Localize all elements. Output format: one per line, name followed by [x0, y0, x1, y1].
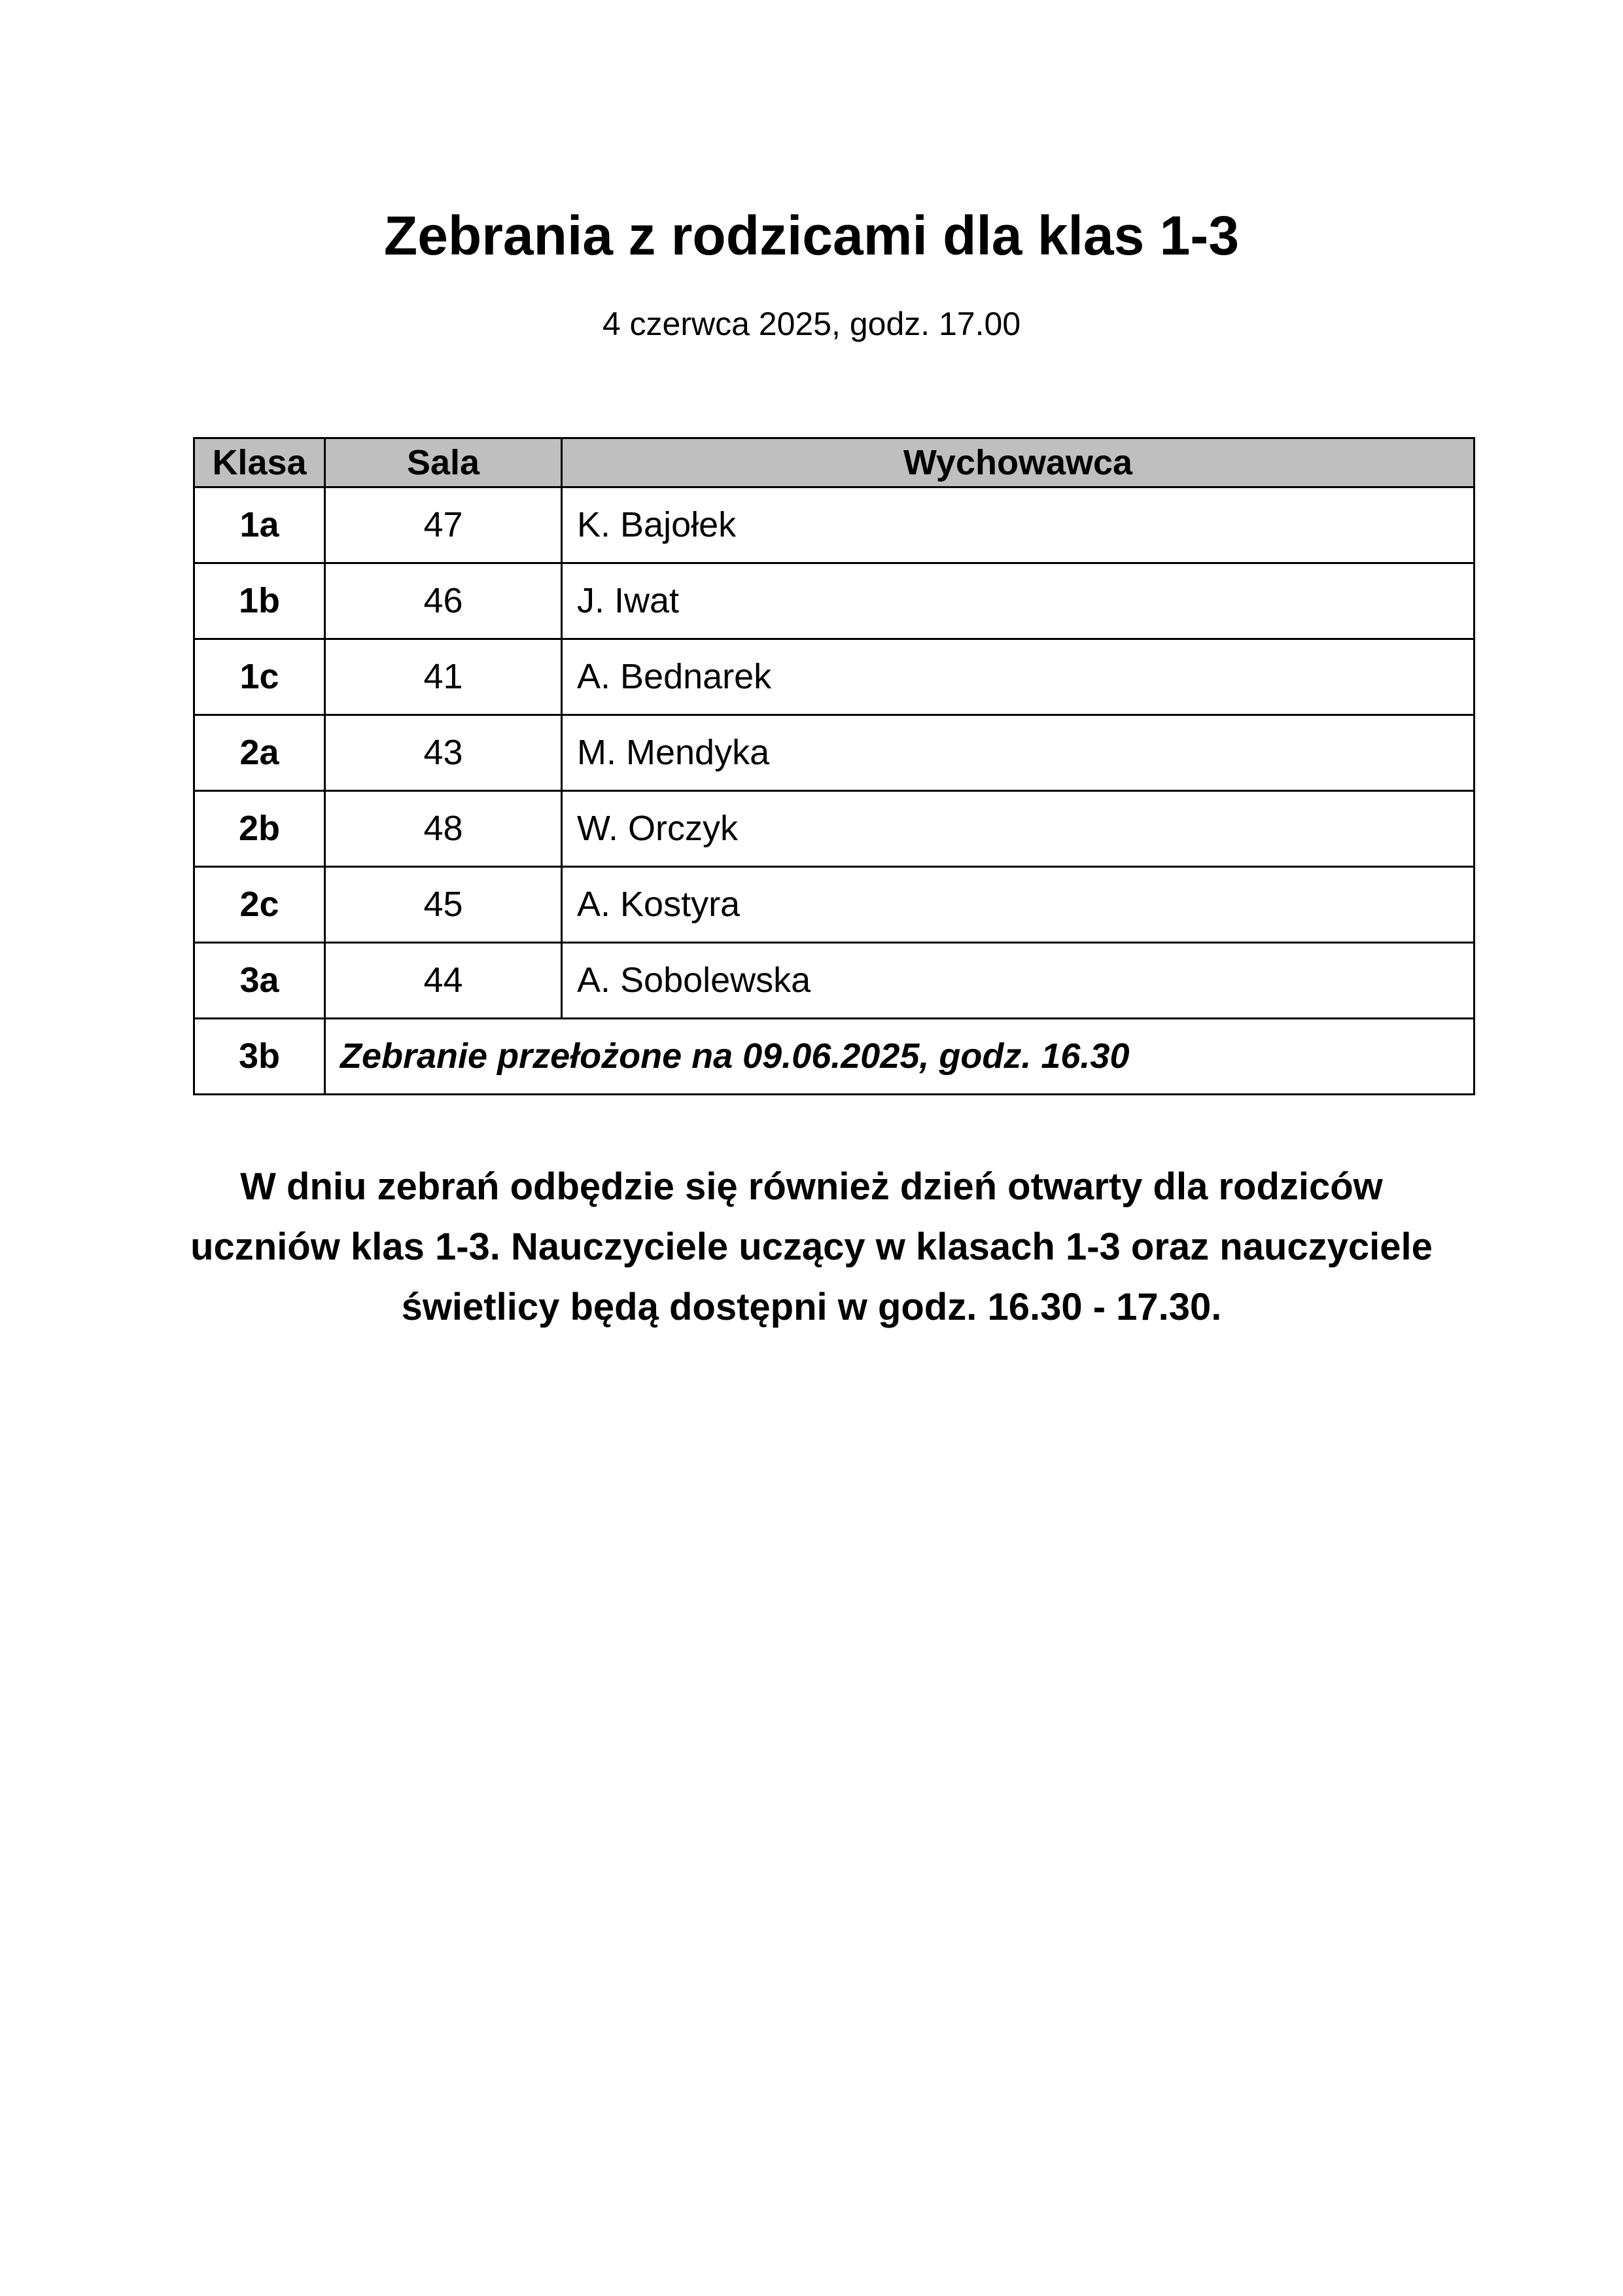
header-wychowawca: Wychowawca	[562, 438, 1475, 487]
cell-klasa: 2a	[194, 715, 325, 791]
meetings-table	[193, 437, 1475, 1095]
table-header	[194, 438, 1475, 487]
cell-wychowawca: A. Kostyra	[562, 867, 1475, 943]
cell-klasa: 3b	[194, 1019, 325, 1095]
cell-sala: 43	[325, 715, 562, 791]
cell-sala: 46	[325, 563, 562, 639]
cell-wychowawca: K. Bajołek	[562, 487, 1475, 563]
header-klasa: Klasa	[194, 438, 325, 487]
cell-klasa: 1b	[194, 563, 325, 639]
notice-line: W dniu zebrań odbędzie się również dzień otwarty dla rodziców	[240, 1165, 1383, 1208]
table-row	[194, 867, 1475, 943]
open-day-notice	[131, 1157, 1492, 1337]
table-row	[194, 943, 1475, 1019]
cell-wychowawca: W. Orczyk	[562, 791, 1475, 867]
cell-sala: 45	[325, 867, 562, 943]
cell-klasa: 2b	[194, 791, 325, 867]
cell-wychowawca: A. Sobolewska	[562, 943, 1475, 1019]
cell-sala: 41	[325, 639, 562, 715]
header-sala: Sala	[325, 438, 562, 487]
notice-line: uczniów klas 1-3. Nauczyciele uczący w klasach 1-3 oraz nauczyciele	[190, 1226, 1433, 1268]
cell-klasa: 3a	[194, 943, 325, 1019]
cell-klasa: 1a	[194, 487, 325, 563]
notice-line: świetlicy będą dostępni w godz. 16.30 - 17.30.	[401, 1286, 1222, 1328]
table-row-postponed	[194, 1019, 1475, 1095]
cell-klasa: 2c	[194, 867, 325, 943]
table-body	[194, 487, 1475, 1095]
table-row	[194, 487, 1475, 563]
table-row	[194, 791, 1475, 867]
table-row	[194, 715, 1475, 791]
page-title: Zebrania z rodzicami dla klas 1-3	[383, 205, 1240, 266]
cell-klasa: 1c	[194, 639, 325, 715]
table-row	[194, 563, 1475, 639]
cell-wychowawca: A. Bednarek	[562, 639, 1475, 715]
cell-sala: 44	[325, 943, 562, 1019]
table-row	[194, 639, 1475, 715]
cell-wychowawca: M. Mendyka	[562, 715, 1475, 791]
cell-sala: 47	[325, 487, 562, 563]
cell-wychowawca: J. Iwat	[562, 563, 1475, 639]
table-header-row	[194, 438, 1475, 487]
postponed-note: Zebranie przełożone na 09.06.2025, godz. 16.30	[325, 1019, 1475, 1095]
cell-sala: 48	[325, 791, 562, 867]
meeting-date: 4 czerwca 2025, godz. 17.00	[602, 306, 1021, 342]
